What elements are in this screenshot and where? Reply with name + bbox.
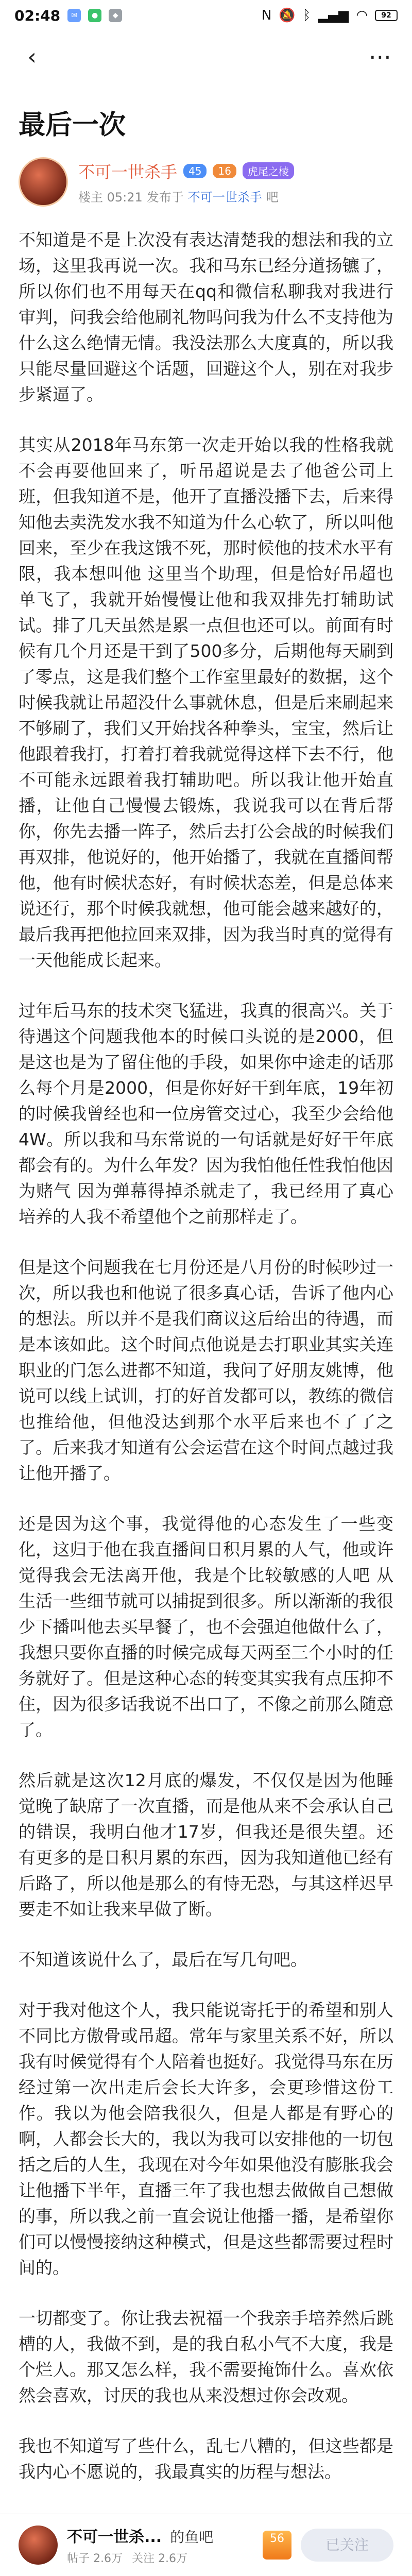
follow-button[interactable]: 已关注 <box>301 2529 393 2562</box>
back-arrow-icon[interactable]: ‹ <box>27 43 37 70</box>
bottom-author-name[interactable]: 不可一世杀... <box>67 2528 162 2546</box>
bottom-name-line <box>67 2524 253 2547</box>
top-nav <box>0 31 412 82</box>
level-badge: 45 <box>183 164 207 178</box>
level-icon: 56 <box>263 2531 291 2560</box>
author-info <box>78 159 294 205</box>
group-suffix: 吧 <box>266 190 279 205</box>
post-paragraph: 一切都变了。你让我去祝福一个我亲手培养然后跳槽的人，我做不到，是的我自私小气不大度，我是个烂人。那又怎么样，我不需要掩饰什么。喜欢依然会喜欢，讨厌的我也从来没想过你会改观。 <box>19 2308 393 2405</box>
author-row <box>0 157 412 222</box>
post-paragraph: 不知道该说什么了，最后在写几句吧。 <box>19 1950 307 1970</box>
status-right <box>262 8 398 23</box>
title-badge: 虎尾之棱 <box>243 162 294 179</box>
app-notification-icon: ● <box>88 9 101 22</box>
more-dots-icon[interactable]: ⋯ <box>369 43 391 70</box>
group-link[interactable]: 不可一世杀手 <box>187 190 262 205</box>
published-in-label: 发布于 <box>146 190 184 205</box>
post-paragraph: 还是因为这个事，我觉得他的心态发生了一些变化，这归于他在我直播间日积月累的人气，他或许觉得我会无法离开他，我是个比较敏感的人吧 从生活一些细节就可以捕捉到很多。所以渐渐的我很少下播叫他去买早餐了，也不会强迫他做什么了，我想只要你直播的时候完成每天两至三个小时的任务就好了。但是这种心态的转变其实我有点压抑不住，因为很多话我说不出口了，不像之前那么随意了。 <box>19 1514 393 1740</box>
follows-count: 关注 2.6万 <box>131 2552 187 2565</box>
wifi-icon: ◠ <box>356 8 368 23</box>
author-line <box>78 159 294 183</box>
post-paragraph: 过年后马东的技术突飞猛进，我真的很高兴。关于待遇这个问题我他本的时候口头说的是2000，但是这也是为了留住他的手段，如果你中途走的话那么每个月是2000，但是你好好干到年底，19年初的时候我曾经也和一位房管交过心，我至少会给他4W。所以我和马东常说的一句话就是好好干年底都会有的。为什么年发？因为我怕他任性我怕他因为赌气 因为弹幕得掉杀就走了，我已经用了真心培养的人我不希望他个之前那样走了。 <box>19 1001 393 1227</box>
battery-icon: 92 <box>375 10 398 21</box>
post-paragraph: 然后就是这次12月底的爆发，不仅仅是因为他睡觉晚了缺席了一次直播，而是他从来不会承认自己的错误，我明白他才17岁，但我还是很失望。还有更多的是日积月累的东西，因为我知道他已经有后路了，所以他是那么的有恃无恐，与其这样迟早要走不如让我来早做了断。 <box>19 1770 393 1919</box>
bottom-author-bar <box>0 2514 412 2575</box>
author-avatar[interactable] <box>19 157 68 207</box>
meta-line <box>78 187 294 205</box>
author-name[interactable]: 不可一世杀手 <box>78 162 178 182</box>
post-title: 最后一次 <box>19 110 126 141</box>
signal-icon: ▂▄▆ <box>318 8 349 23</box>
status-bar <box>0 0 412 31</box>
message-icon: ◆ <box>109 9 122 22</box>
posts-count: 帖子 2.6万 <box>67 2552 123 2565</box>
status-time: 02:48 <box>14 7 61 24</box>
status-left <box>14 7 122 24</box>
post-paragraph: 不知道是不是上次没有表达清楚我的想法和我的立场，这里我再说一次。我和马东已经分道扬镳了，所以你们也不用每天在qq和微信私聊我对我进行审判，问我会给他刷礼物吗问我为什么不支持他为什么这么绝情无情。我没法那么大度真的，所以我只能尽量回避这个话题，回避这个人，别在对我步步紧逼了。 <box>19 230 393 404</box>
member-badge: 16 <box>213 164 236 178</box>
post-body <box>0 222 412 2561</box>
bottom-info <box>67 2524 253 2566</box>
mute-icon: 🔕 <box>279 8 296 23</box>
bottom-group-name[interactable]: 的鱼吧 <box>170 2529 214 2546</box>
post-paragraph: 我也不知道写了些什么，乱七八糟的，但这些都是我内心不愿说的，我最真实的历程与想法。 <box>19 2436 393 2482</box>
nfc-icon: N <box>261 8 272 23</box>
post-time: 楼主 05:21 <box>78 190 143 205</box>
post-paragraph: 对于我对他这个人，我只能说寄托于的希望和别人不同比方傲骨或吊超。常年与家里关系不好，所以我有时候觉得有个人陪着也挺好。我觉得马东在历经过第一次出走后会长大许多，会更珍惜这份工作。我以为他会陪我很久，但是人都是有野心的啊，人都会长大的，我以为我可以安排他的一切包括之后的人生，我现在对今年如果他没有膨胀我会让他播下半年，直播三年了我也想去做做自己想做的事，所以我之前一直会说让他播一播，是希望你们可以慢慢接纳这种模式，但是这些都需要过程时间的。 <box>19 2000 393 2278</box>
post-paragraph: 其实从2018年马东第一次走开始以我的性格我就不会再要他回来了，听吊超说是去了他爸公司上班，但我知道不是，他开了直播没播下去，后来得知他去卖洗发水我不知道为什么心软了，所以叫他回来，至少在我这饿不死，那时候他的技术水平有限，我本想叫他 这里当个助理，但是恰好吊超也单飞了，我就开始慢慢让他和我双排先打辅助试试。排了几天虽然是累一点但也还可以。前面有时候有几个月还是干到了500多分，后期他每天刷到了零点，这是我们整个工作室里最好的数据，这个时候我就让吊超没什么事就休息，但是后来刷起来不够刷了，我们又开始找各种拳头，宝宝，然后让他跟着我打，打着打着我就觉得这样下去不行，他不可能永远跟着我打辅助吧。所以我让他开始直播，让他自己慢慢去锻炼，我说我可以在背后帮你，你先去播一阵子，然后去打公会战的时候我们再双排，他说好的，他开始播了，我就在直播间帮他，他有时候状态好，有时候状态差，但是总体来说还行，那个时候我就想，他可能会越来越好的，最后我再把他拉回来双排，因为我当时真的觉得有一天他能成长起来。 <box>19 435 393 970</box>
notification-icon: ✉ <box>67 9 81 22</box>
post-paragraph: 但是这个问题我在七月份还是八月份的时候吵过一次，所以我也和他说了很多真心话，告诉了他内心的想法。所以并不是我们商议这后给出的待遇，而是本该如此。这个时间点他说是去打职业其实关连职业的门怎么进都不知道，我问了好朋友姚博，他说可以线上试训，打的好首发都可以，教练的微信也推给他，但他没达到那个水平后来也不了了之了。后来我才知道有公会运营在这个时间点越过我让他开播了。 <box>19 1257 393 1483</box>
bottom-avatar[interactable] <box>19 2526 58 2565</box>
bottom-stats <box>67 2550 253 2566</box>
bluetooth-icon: ᛒ <box>302 8 311 23</box>
